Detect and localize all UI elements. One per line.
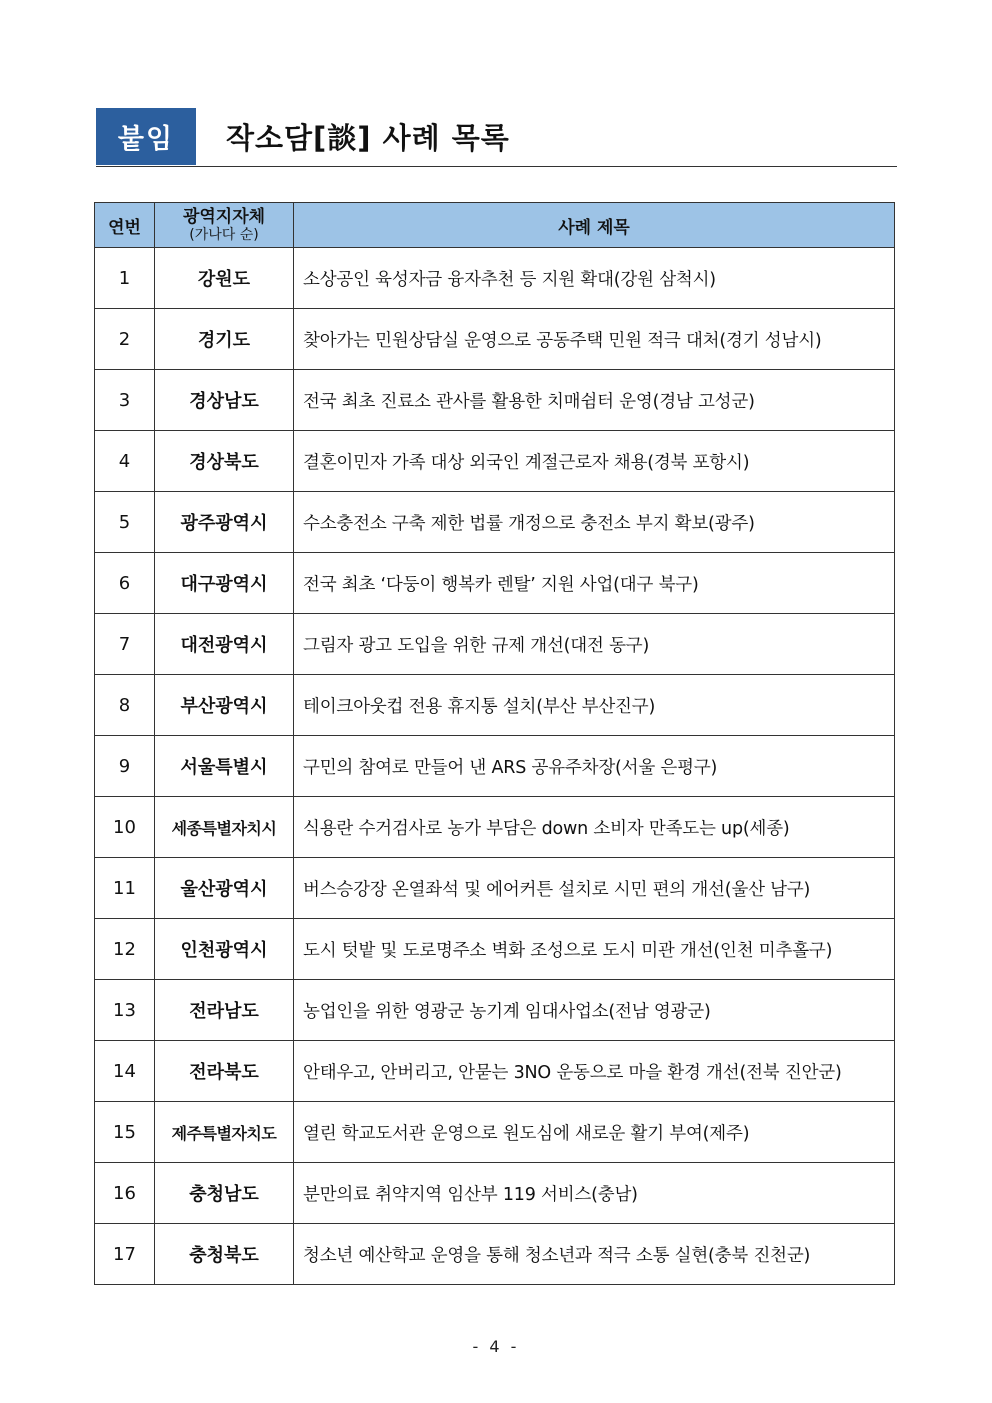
table-row: [95, 309, 895, 370]
row-title: 그림자 광고 도입을 위한 규제 개선(대전 동구): [294, 614, 895, 675]
row-region: 경상북도: [155, 431, 294, 492]
row-title: 전국 최초 진료소 관사를 활용한 치매쉼터 운영(경남 고성군): [294, 370, 895, 431]
row-region: 울산광역시: [155, 858, 294, 919]
section-heading: [96, 108, 897, 167]
row-no: 4: [95, 431, 155, 492]
row-region: 대구광역시: [155, 553, 294, 614]
row-region: 충청북도: [155, 1224, 294, 1285]
row-title: 도시 텃밭 및 도로명주소 벽화 조성으로 도시 미관 개선(인천 미추홀구): [294, 919, 895, 980]
header-title: 사례 제목: [294, 203, 895, 248]
row-no: 17: [95, 1224, 155, 1285]
table-row: [95, 1102, 895, 1163]
table-row: [95, 614, 895, 675]
row-title: 안태우고, 안버리고, 안묻는 3NO 운동으로 마을 환경 개선(전북 진안군): [294, 1041, 895, 1102]
header-no: 연번: [95, 203, 155, 248]
row-region: 광주광역시: [155, 492, 294, 553]
row-title: 버스승강장 온열좌석 및 에어커튼 설치로 시민 편의 개선(울산 남구): [294, 858, 895, 919]
table-row: [95, 1041, 895, 1102]
row-no: 12: [95, 919, 155, 980]
row-no: 9: [95, 736, 155, 797]
row-no: 8: [95, 675, 155, 736]
row-no: 15: [95, 1102, 155, 1163]
table-row: [95, 1163, 895, 1224]
row-region: 전라북도: [155, 1041, 294, 1102]
row-no: 16: [95, 1163, 155, 1224]
row-title: 청소년 예산학교 운영을 통해 청소년과 적극 소통 실현(충북 진천군): [294, 1224, 895, 1285]
row-no: 1: [95, 248, 155, 309]
table-row: [95, 919, 895, 980]
header-region-label: 광역지자체: [182, 207, 266, 227]
row-title: 열린 학교도서관 운영으로 원도심에 새로운 활기 부여(제주): [294, 1102, 895, 1163]
row-region: 서울특별시: [155, 736, 294, 797]
row-title: 구민의 참여로 만들어 낸 ARS 공유주차장(서울 은평구): [294, 736, 895, 797]
table-row: [95, 980, 895, 1041]
row-title: 분만의료 취약지역 임산부 119 서비스(충남): [294, 1163, 895, 1224]
attachment-tag: 붙임: [96, 108, 196, 165]
row-no: 5: [95, 492, 155, 553]
row-no: 13: [95, 980, 155, 1041]
row-region: 충청남도: [155, 1163, 294, 1224]
table-row: [95, 675, 895, 736]
row-region: 인천광역시: [155, 919, 294, 980]
row-title: 농업인을 위한 영광군 농기계 임대사업소(전남 영광군): [294, 980, 895, 1041]
row-region: 경기도: [155, 309, 294, 370]
row-no: 3: [95, 370, 155, 431]
row-no: 11: [95, 858, 155, 919]
header-region-sub: (가나다 순): [189, 227, 259, 243]
row-region: 전라남도: [155, 980, 294, 1041]
row-region: 부산광역시: [155, 675, 294, 736]
row-title: 식용란 수거검사로 농가 부담은 down 소비자 만족도는 up(세종): [294, 797, 895, 858]
row-title: 테이크아웃컵 전용 휴지통 설치(부산 부산진구): [294, 675, 895, 736]
row-title: 소상공인 육성자금 융자추천 등 지원 확대(강원 삼척시): [294, 248, 895, 309]
table-row: [95, 431, 895, 492]
row-no: 7: [95, 614, 155, 675]
table-row: [95, 248, 895, 309]
row-no: 6: [95, 553, 155, 614]
row-region: 세종특별자치시: [155, 797, 294, 858]
case-list-table: [94, 202, 895, 1285]
row-no: 2: [95, 309, 155, 370]
row-no: 10: [95, 797, 155, 858]
row-title: 수소충전소 구축 제한 법률 개정으로 충전소 부지 확보(광주): [294, 492, 895, 553]
page-title: 작소담[談] 사례 목록: [226, 121, 510, 155]
table-row: [95, 797, 895, 858]
row-region: 강원도: [155, 248, 294, 309]
table-row: [95, 370, 895, 431]
page-number: - 4 -: [472, 1337, 520, 1356]
row-region: 대전광역시: [155, 614, 294, 675]
table-row: [95, 736, 895, 797]
header-region: [155, 203, 294, 248]
table-row: [95, 492, 895, 553]
row-no: 14: [95, 1041, 155, 1102]
table-row: [95, 858, 895, 919]
row-title: 찾아가는 민원상담실 운영으로 공동주택 민원 적극 대처(경기 성남시): [294, 309, 895, 370]
table-row: [95, 553, 895, 614]
table-row: [95, 1224, 895, 1285]
row-title: 결혼이민자 가족 대상 외국인 계절근로자 채용(경북 포항시): [294, 431, 895, 492]
row-region: 경상남도: [155, 370, 294, 431]
row-title: 전국 최초 ‘다둥이 행복카 렌탈’ 지원 사업(대구 북구): [294, 553, 895, 614]
row-region: 제주특별자치도: [155, 1102, 294, 1163]
table-header-row: [95, 203, 895, 248]
